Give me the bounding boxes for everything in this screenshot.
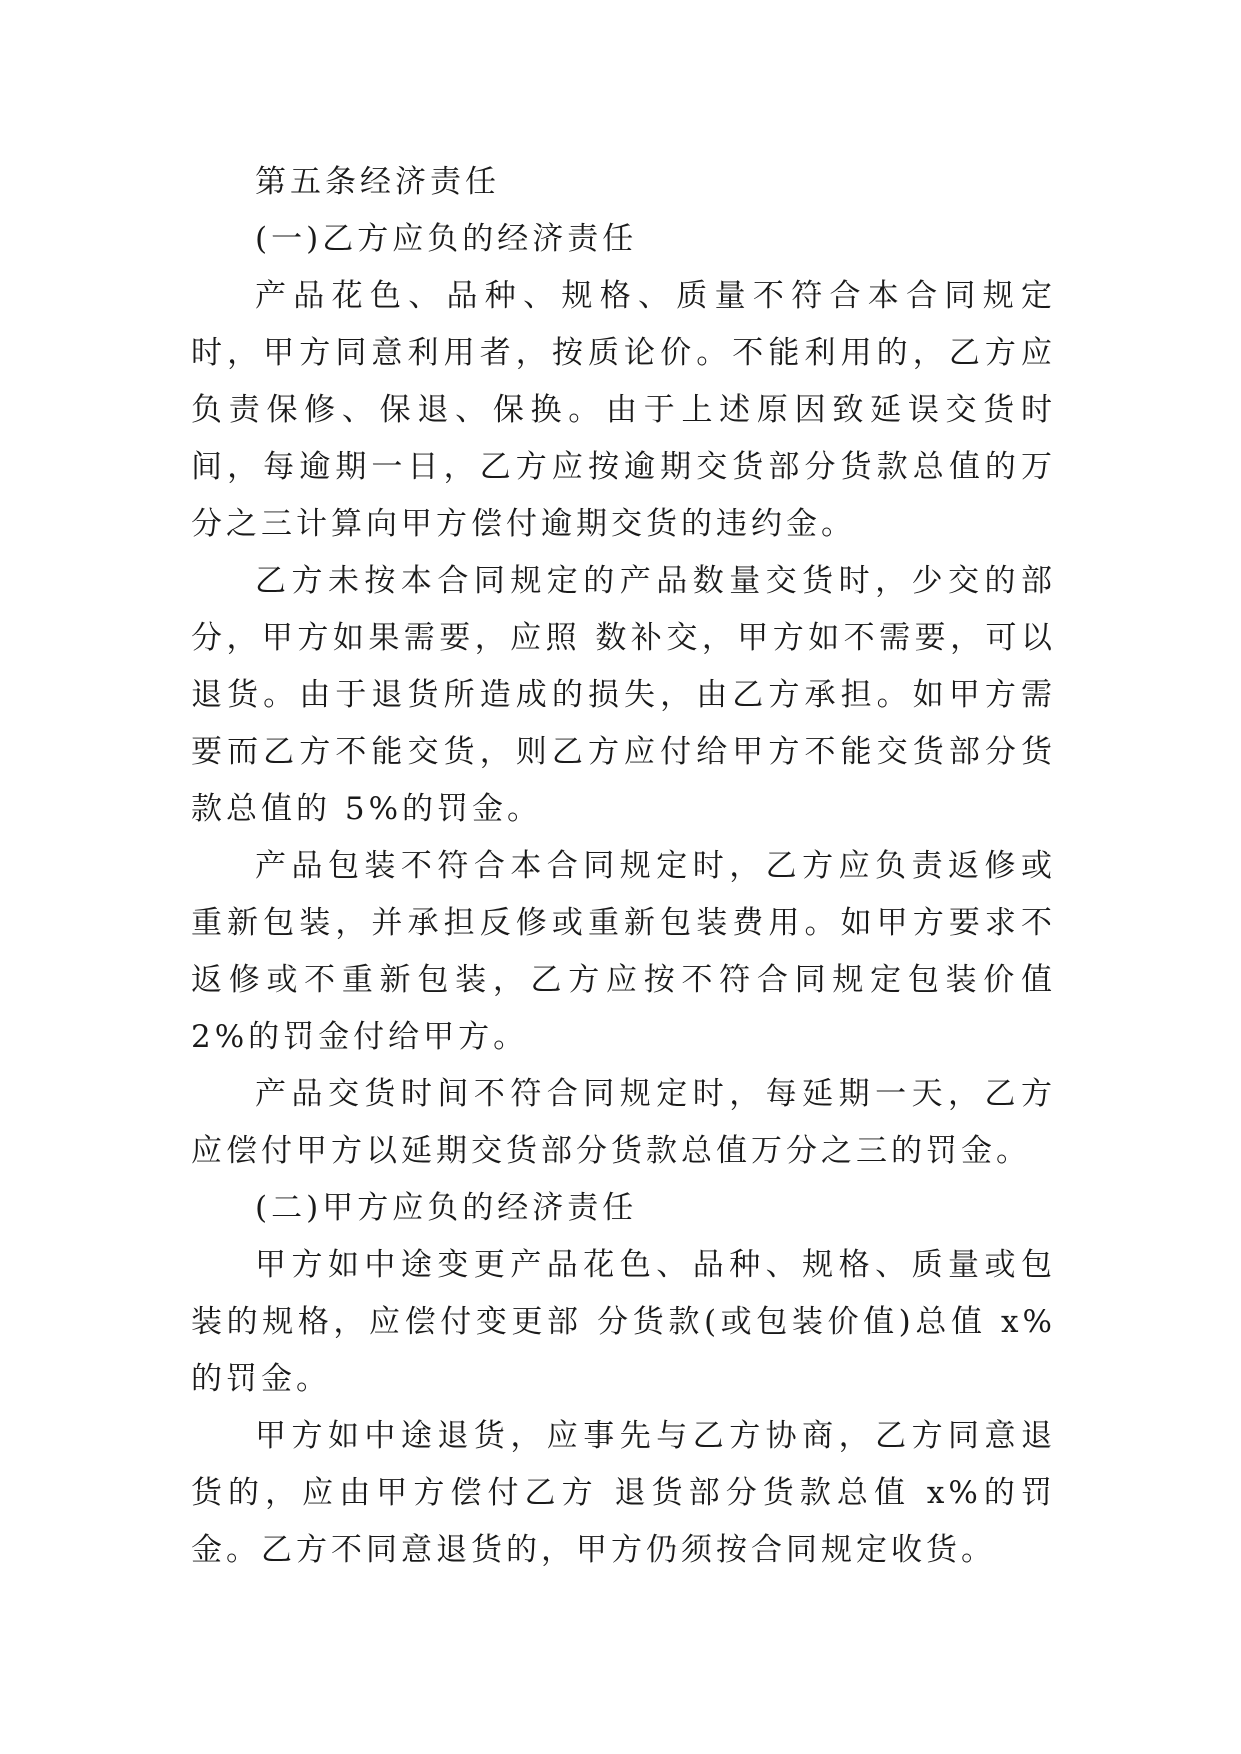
paragraph-specification-change: 甲方如中途变更产品花色、品种、规格、质量或包装的规格，应偿付变更部 分货款(或包装价值)总值 x%的罚金。 <box>191 1247 1056 1397</box>
paragraph-quality-nonconformance: 产品花色、品种、规格、质量不符合本合同规定时，甲方同意利用者，按质论价。不能利用的，乙方应负责保修、保退、保换。由于上述原因致延误交货时间，每逾期一日，乙方应按逾期交货部分货款总值的万分之三计算向甲方偿付逾期交货的违约金。 <box>191 278 1056 542</box>
section-title-party-a: (二)甲方应负的经济责任 <box>255 1190 638 1226</box>
paragraph-return-goods: 甲方如中途退货，应事先与乙方协商，乙方同意退货的，应由甲方偿付乙方 退货部分货款总值 x%的罚金。乙方不同意退货的，甲方仍须按合同规定收货。 <box>191 1418 1056 1568</box>
section-title-party-b: (一)乙方应负的经济责任 <box>255 221 638 257</box>
article-heading: 第五条经济责任 <box>255 164 500 200</box>
document-body <box>191 154 1056 1579</box>
paragraph-late-delivery: 产品交货时间不符合同规定时，每延期一天，乙方应偿付甲方以延期交货部分货款总值万分之三的罚金。 <box>191 1076 1056 1169</box>
paragraph-packaging-nonconformance: 产品包装不符合本合同规定时，乙方应负责返修或重新包装，并承担反修或重新包装费用。如甲方要求不返修或不重新包装，乙方应按不符合同规定包装价值 2%的罚金付给甲方。 <box>191 848 1056 1055</box>
paragraph-quantity-shortfall: 乙方未按本合同规定的产品数量交货时，少交的部分，甲方如果需要，应照 数补交，甲方如不需要，可以退货。由于退货所造成的损失，由乙方承担。如甲方需要而乙方不能交货，则乙方应付给甲方不能交货部分货款总值的 5%的罚金。 <box>191 563 1056 827</box>
